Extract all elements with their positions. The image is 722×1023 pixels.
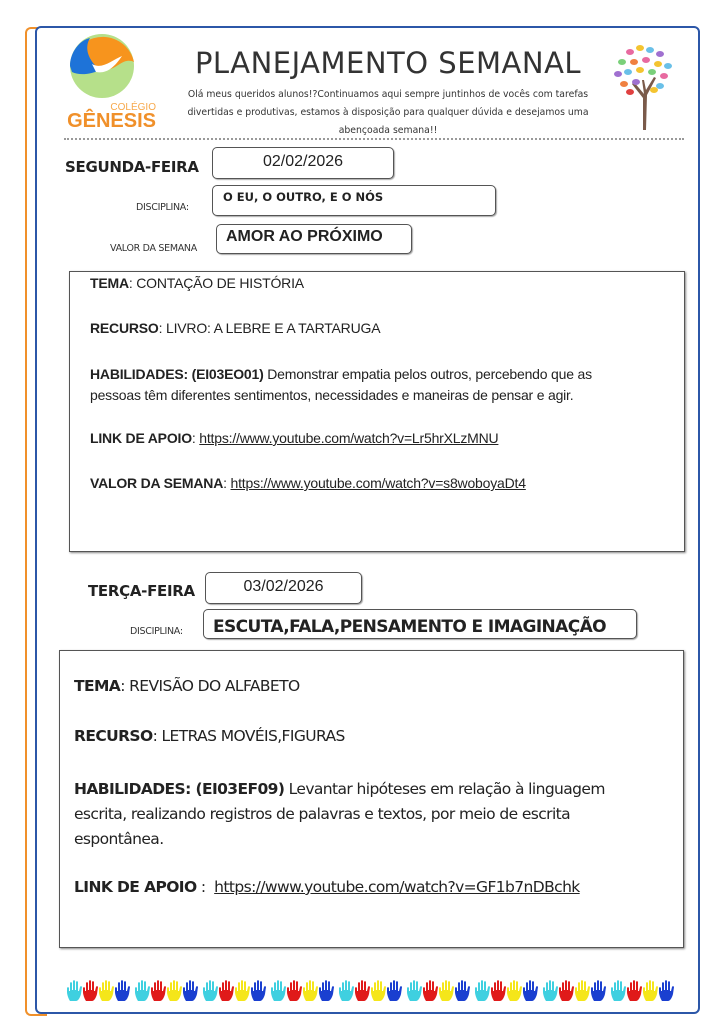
tuesday-day-label: TERÇA-FEIRA — [88, 582, 195, 600]
tuesday-content-box — [59, 650, 684, 948]
monday-link-apoio: LINK DE APOIO: https://www.youtube.com/watch?v=Lr5hrXLzMNU — [90, 430, 499, 446]
monday-support-link[interactable]: https://www.youtube.com/watch?v=Lr5hrXLzMNU — [199, 430, 499, 446]
hand-group — [338, 980, 402, 1006]
hand-icon — [66, 980, 82, 1002]
hand-icon — [626, 980, 642, 1002]
hand-icon — [386, 980, 402, 1002]
monday-tema: TEMA: CONTAÇÃO DE HISTÓRIA — [90, 275, 304, 291]
colorful-tree-icon — [610, 40, 680, 132]
monday-discipline-field[interactable] — [212, 185, 496, 216]
hand-icon — [642, 980, 658, 1002]
tuesday-habilidades: HABILIDADES: (EI03EF09) Levantar hipóteses em relação à linguagem escrita, realizando registros de palavras e textos, por meio de escrita espontânea. — [74, 780, 605, 848]
school-logo — [62, 30, 160, 128]
hand-icon — [166, 980, 182, 1002]
hand-icon — [202, 980, 218, 1002]
hand-icon — [454, 980, 470, 1002]
hand-icon — [474, 980, 490, 1002]
hand-icon — [438, 980, 454, 1002]
monday-value-field[interactable] — [216, 224, 412, 254]
hand-icon — [318, 980, 334, 1002]
monday-value-link[interactable]: https://www.youtube.com/watch?v=s8woboyaDt4 — [230, 475, 526, 491]
hand-group — [134, 980, 198, 1006]
hand-group — [66, 980, 130, 1006]
tuesday-discipline-field[interactable] — [203, 609, 637, 639]
hand-icon — [558, 980, 574, 1002]
hand-icon — [422, 980, 438, 1002]
hand-group — [406, 980, 470, 1006]
hand-icon — [506, 980, 522, 1002]
hand-icon — [658, 980, 674, 1002]
svg-text:COLÉGIO: COLÉGIO — [110, 102, 156, 113]
hand-icon — [150, 980, 166, 1002]
hand-group — [610, 980, 674, 1006]
hand-group — [202, 980, 266, 1006]
tuesday-recurso: RECURSO: LETRAS MOVÉIS,FIGURAS — [74, 727, 345, 745]
hand-icon — [270, 980, 286, 1002]
colorful-hands-border — [66, 980, 666, 1006]
monday-date-field[interactable] — [212, 147, 394, 179]
hand-icon — [354, 980, 370, 1002]
tuesday-link-apoio: LINK DE APOIO : https://www.youtube.com/watch?v=GF1b7nDBchk — [74, 878, 580, 896]
hand-icon — [114, 980, 130, 1002]
hand-icon — [182, 980, 198, 1002]
monday-content-box — [69, 271, 685, 552]
hand-icon — [574, 980, 590, 1002]
monday-recurso: RECURSO: LIVRO: A LEBRE E A TARTARUGA — [90, 320, 381, 336]
monday-day-label: SEGUNDA-FEIRA — [65, 158, 199, 176]
hand-icon — [338, 980, 354, 1002]
monday-habilidades: HABILIDADES: (EI03EO01) Demonstrar empatia pelos outros, percebendo que as pessoas têm diferentes sentimentos, necessidades e maneiras de pensar e agir. — [90, 366, 592, 403]
hand-icon — [522, 980, 538, 1002]
hand-icon — [370, 980, 386, 1002]
hand-icon — [490, 980, 506, 1002]
hand-icon — [234, 980, 250, 1002]
hand-icon — [82, 980, 98, 1002]
hand-group — [542, 980, 606, 1006]
hand-icon — [542, 980, 558, 1002]
page-title: PLANEJAMENTO SEMANAL — [194, 46, 582, 80]
greeting-text: Olá meus queridos alunos!?Continuamos aqui sempre juntinhos de vocês com tarefas divertidas e produtivas, estamos à disposição para qualquer dúvida e desejamos uma abençoada semana!! — [187, 89, 589, 136]
hand-icon — [98, 980, 114, 1002]
tuesday-date-field[interactable] — [205, 572, 362, 604]
monday-date: 02/02/2026 — [262, 153, 344, 170]
monday-value: AMOR AO PRÓXIMO — [226, 228, 383, 245]
svg-text:GÊNESIS: GÊNESIS — [67, 110, 156, 128]
hand-icon — [302, 980, 318, 1002]
hand-icon — [250, 980, 266, 1002]
header-divider — [64, 138, 684, 140]
monday-discipline-label: DISCIPLINA: — [136, 202, 189, 213]
monday-discipline: O EU, O OUTRO, E O NÓS — [223, 190, 384, 204]
hand-icon — [286, 980, 302, 1002]
tuesday-support-link[interactable]: https://www.youtube.com/watch?v=GF1b7nDBchk — [214, 878, 580, 896]
hand-icon — [406, 980, 422, 1002]
tuesday-discipline-label: DISCIPLINA: — [130, 626, 183, 637]
monday-valor-link: VALOR DA SEMANA: https://www.youtube.com/watch?v=s8woboyaDt4 — [90, 475, 526, 491]
hand-icon — [134, 980, 150, 1002]
monday-value-label: VALOR DA SEMANA — [110, 243, 197, 254]
hand-group — [474, 980, 538, 1006]
hand-icon — [610, 980, 626, 1002]
hand-icon — [218, 980, 234, 1002]
school-logo-icon — [62, 30, 160, 128]
hand-group — [270, 980, 334, 1006]
tuesday-discipline: ESCUTA,FALA,PENSAMENTO E IMAGINAÇÃO — [213, 617, 607, 637]
tuesday-date: 03/02/2026 — [243, 578, 324, 595]
tuesday-tema: TEMA: REVISÃO DO ALFABETO — [74, 677, 300, 695]
hand-icon — [590, 980, 606, 1002]
